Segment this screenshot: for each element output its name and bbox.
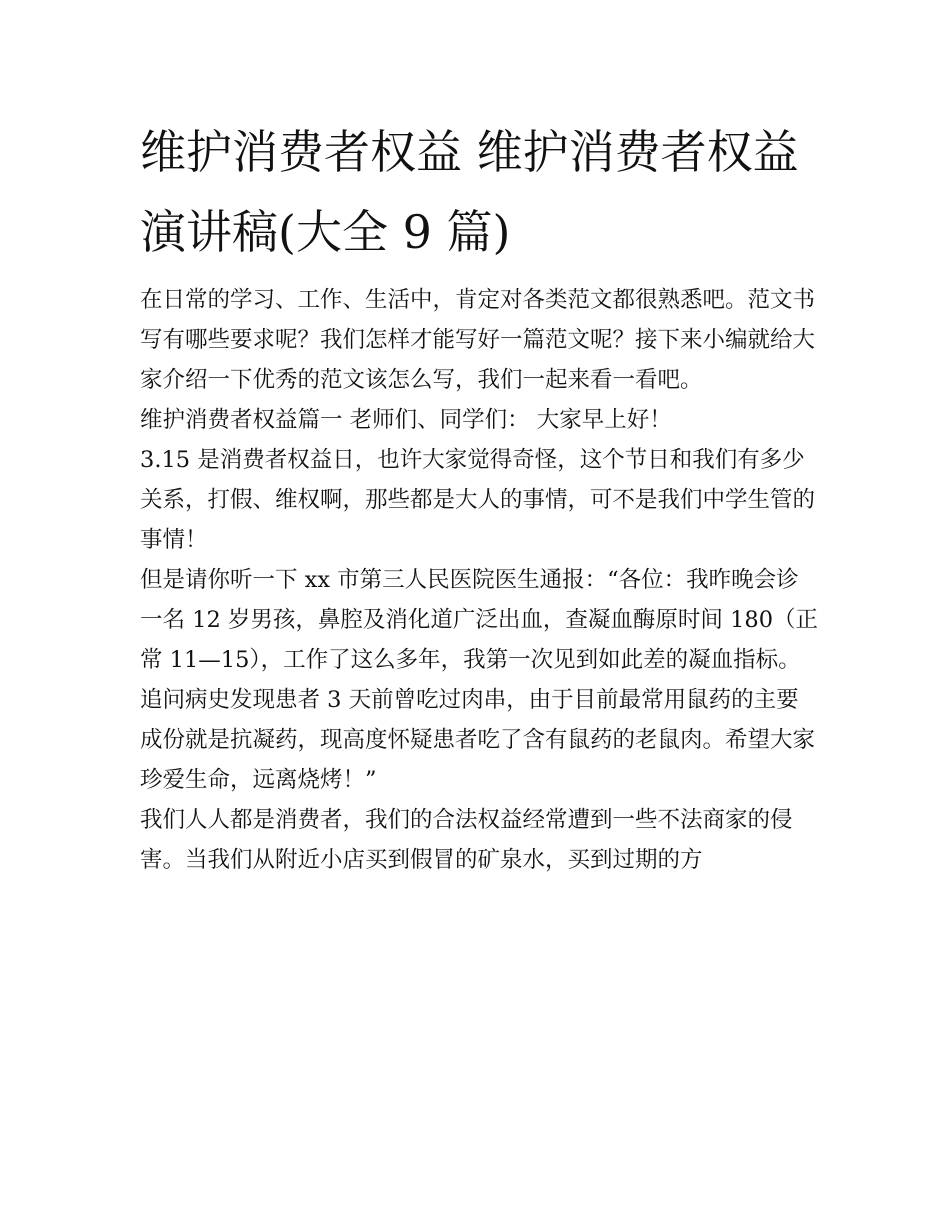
paragraph-315: 3.15 是消费者权益日，也许大家觉得奇怪，这个节日和我们有多少关系，打假、维权啊，那些都是大人的事情，可不是我们中学生管的事情！ <box>140 447 816 553</box>
paragraph-intro: 在日常的学习、工作、生活中，肯定对各类范文都很熟悉吧。范文书写有哪些要求呢？我们怎样才能写好一篇范文呢？接下来小编就给大家介绍一下优秀的范文该怎么写，我们一起来看一看吧。 <box>140 287 816 393</box>
document-body <box>140 280 820 880</box>
paragraph-greeting: 维护消费者权益篇一 老师们、同学们： 大家早上好！ <box>140 407 672 433</box>
paragraph-doctor-report: 但是请你听一下 xx 市第三人民医院医生通报：“各位：我昨晚会诊一名 12 岁男孩，鼻腔及消化道广泛出血，查凝血酶原时间 180（正常 11—15），工作了这么多年，我第一次见到如此差的凝血指标。追问病史发现患者 3 天前曾吃过肉串，由于目前最常用鼠药的主要成份就是抗凝药，现高度怀疑患者吃了含有鼠药的老鼠肉。希望大家珍爱生命，远离烧烤！” <box>140 567 819 793</box>
paragraph-consumers: 我们人人都是消费者，我们的合法权益经常遭到一些不法商家的侵害。当我们从附近小店买到假冒的矿泉水，买到过期的方 <box>140 807 793 873</box>
document-title: 维护消费者权益 维护消费者权益演讲稿(大全 9 篇) <box>140 125 799 259</box>
